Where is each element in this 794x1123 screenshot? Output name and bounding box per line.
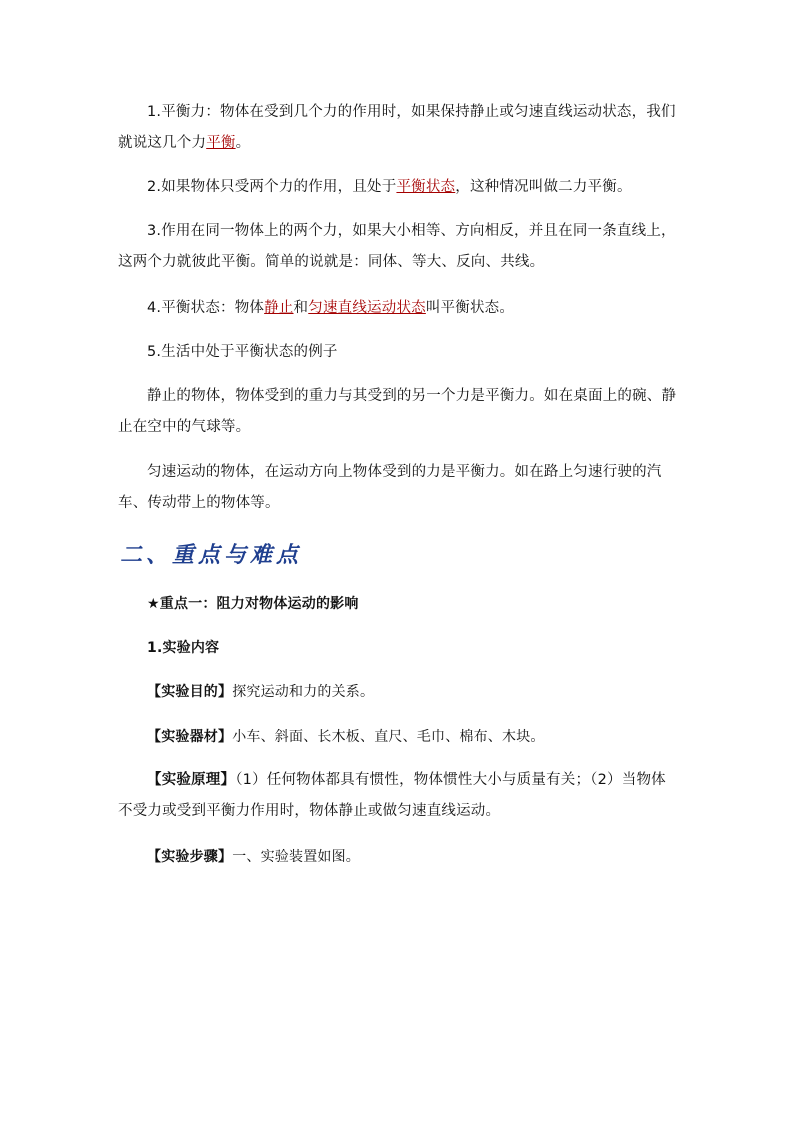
text: 4.平衡状态：物体 bbox=[147, 300, 265, 316]
experiment-principle bbox=[118, 765, 678, 827]
paragraph-balance-conditions: 3.作用在同一物体上的两个力，如果大小相等、方向相反，并且在同一条直线上，这两个力就彼此平衡。简单的说就是：同体、等大、反向、共线。 bbox=[118, 223, 676, 270]
label: 【实验目的】 bbox=[147, 684, 233, 700]
experiment-purpose bbox=[147, 677, 374, 708]
experiment-steps bbox=[147, 842, 360, 873]
text: 一、实验装置如图。 bbox=[232, 849, 361, 865]
paragraph-life-examples: 5.生活中处于平衡状态的例子 bbox=[147, 344, 338, 360]
text: 。 bbox=[235, 135, 251, 151]
section-heading: 二、重点与难点 bbox=[120, 542, 303, 568]
paragraph-motion-example: 匀速运动的物体，在运动方向上物体受到的力是平衡力。如在路上匀速行驶的汽车、传动带上的物体等。 bbox=[118, 464, 662, 511]
text: 探究运动和力的关系。 bbox=[232, 684, 375, 700]
paragraph-balanced-force bbox=[118, 97, 678, 159]
link-static[interactable]: 静止 bbox=[264, 300, 294, 316]
text: 小车、斜面、长木板、直尺、毛巾、棉布、木块。 bbox=[232, 729, 545, 745]
text: ，这种情况叫做二力平衡。 bbox=[455, 179, 632, 195]
subsection-title: 1.实验内容 bbox=[147, 640, 220, 656]
paragraph-two-force-balance bbox=[118, 172, 678, 203]
key-point-title: ★重点一：阻力对物体运动的影响 bbox=[147, 596, 359, 612]
label: 【实验步骤】 bbox=[147, 849, 233, 865]
text: 1.平衡力：物体在受到几个力的作用时，如果保持静止或匀速直线运动状态，我们就说这几个力 bbox=[118, 104, 676, 151]
link-uniform-motion[interactable]: 匀速直线运动状态 bbox=[308, 300, 426, 316]
link-balance[interactable]: 平衡 bbox=[206, 135, 236, 151]
label: 【实验原理】 bbox=[147, 772, 236, 788]
text: 叫平衡状态。 bbox=[425, 300, 515, 316]
text: 2.如果物体只受两个力的作用，且处于 bbox=[147, 179, 397, 195]
link-balanced-state[interactable]: 平衡状态 bbox=[396, 179, 456, 195]
label: 【实验器材】 bbox=[147, 729, 233, 745]
text: 和 bbox=[293, 300, 309, 316]
paragraph-static-example: 静止的物体，物体受到的重力与其受到的另一个力是平衡力。如在桌面上的碗、静止在空中的气球等。 bbox=[118, 388, 677, 435]
text: （1）任何物体都具有惯性，物体惯性大小与质量有关；（2）当物体不受力或受到平衡力作用时，物体静止或做匀速直线运动。 bbox=[118, 772, 666, 819]
experiment-materials bbox=[147, 722, 545, 753]
paragraph-balance-state bbox=[118, 293, 678, 324]
